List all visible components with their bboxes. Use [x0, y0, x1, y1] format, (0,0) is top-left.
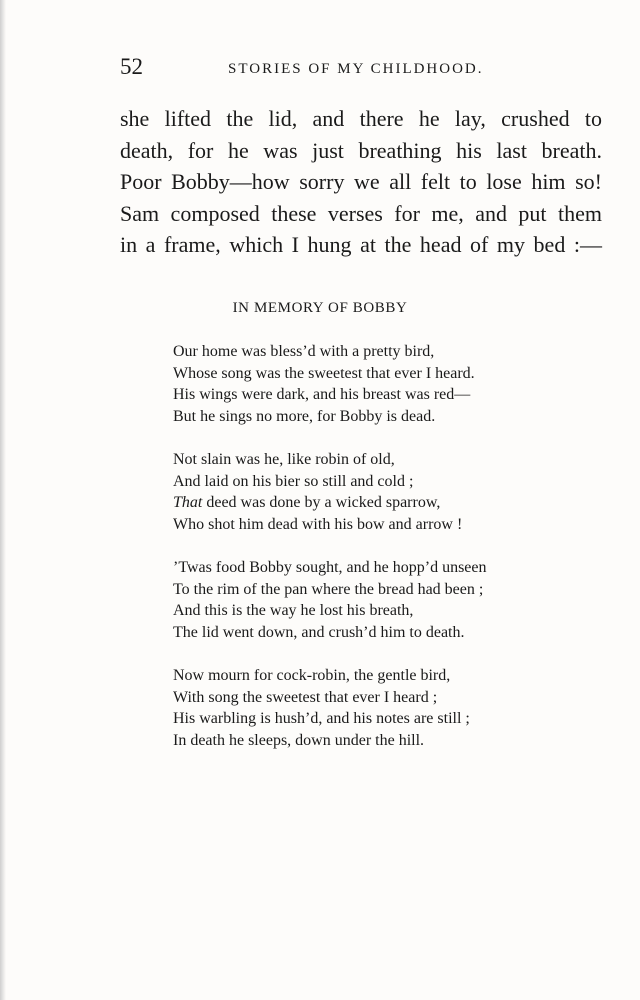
- verse-line: But he sings no more, for Bobby is dead.: [173, 407, 436, 425]
- verse-line: His wings were dark, and his breast was red—: [173, 386, 471, 403]
- prose-line: Poor Bobby—how sorry we all felt to lose him so!: [120, 169, 602, 194]
- verse-line: [173, 492, 603, 514]
- prose-line: Sam composed these verses for me, and put them: [120, 200, 602, 226]
- prose-line: she lifted the lid, and there he lay, crushed to: [120, 106, 602, 131]
- prose-line: death, for he was just breathing his last breath.: [120, 137, 602, 163]
- poem: [173, 341, 603, 773]
- verse-line: To the rim of the pan where the bread had been ;: [173, 580, 484, 598]
- stanza-3: [173, 557, 603, 643]
- verse-line: In death he sleeps, down under the hill.: [173, 731, 425, 749]
- stanza-4: [173, 665, 603, 751]
- running-title: STORIES OF MY CHILDHOOD.: [228, 61, 484, 77]
- running-head: [120, 54, 600, 84]
- verse-line: His warbling is hush’d, and his notes are still ;: [173, 710, 470, 727]
- verse-line: Who shot him dead with his bow and arrow !: [173, 515, 463, 533]
- poem-title: IN MEMORY OF BOBBY: [232, 300, 408, 316]
- italic-word: That: [173, 494, 203, 511]
- prose-line: in a frame, which I hung at the head of my bed :—: [120, 232, 602, 257]
- verse-line: With song the sweetest that ever I heard ;: [173, 688, 438, 706]
- stanza-2: [173, 449, 603, 535]
- verse-line: And this is the way he lost his breath,: [173, 602, 414, 619]
- verse-line: And laid on his bier so still and cold ;: [173, 472, 414, 490]
- verse-line-rest: deed was done by a wicked sparrow,: [206, 494, 441, 511]
- page-edge-shadow: [0, 0, 6, 1000]
- verse-line: Not slain was he, like robin of old,: [173, 451, 395, 468]
- verse-line: The lid went down, and crush’d him to death.: [173, 623, 465, 641]
- verse-line: Now mourn for cock-robin, the gentle bird,: [173, 667, 451, 684]
- verse-line: Whose song was the sweetest that ever I heard.: [173, 364, 475, 382]
- verse-line: Our home was bless’d with a pretty bird,: [173, 343, 435, 360]
- verse-line: ’Twas food Bobby sought, and he hopp’d unseen: [173, 559, 487, 576]
- page-number: 52: [120, 54, 143, 79]
- prose-paragraph: [120, 103, 602, 261]
- stanza-1: [173, 341, 603, 427]
